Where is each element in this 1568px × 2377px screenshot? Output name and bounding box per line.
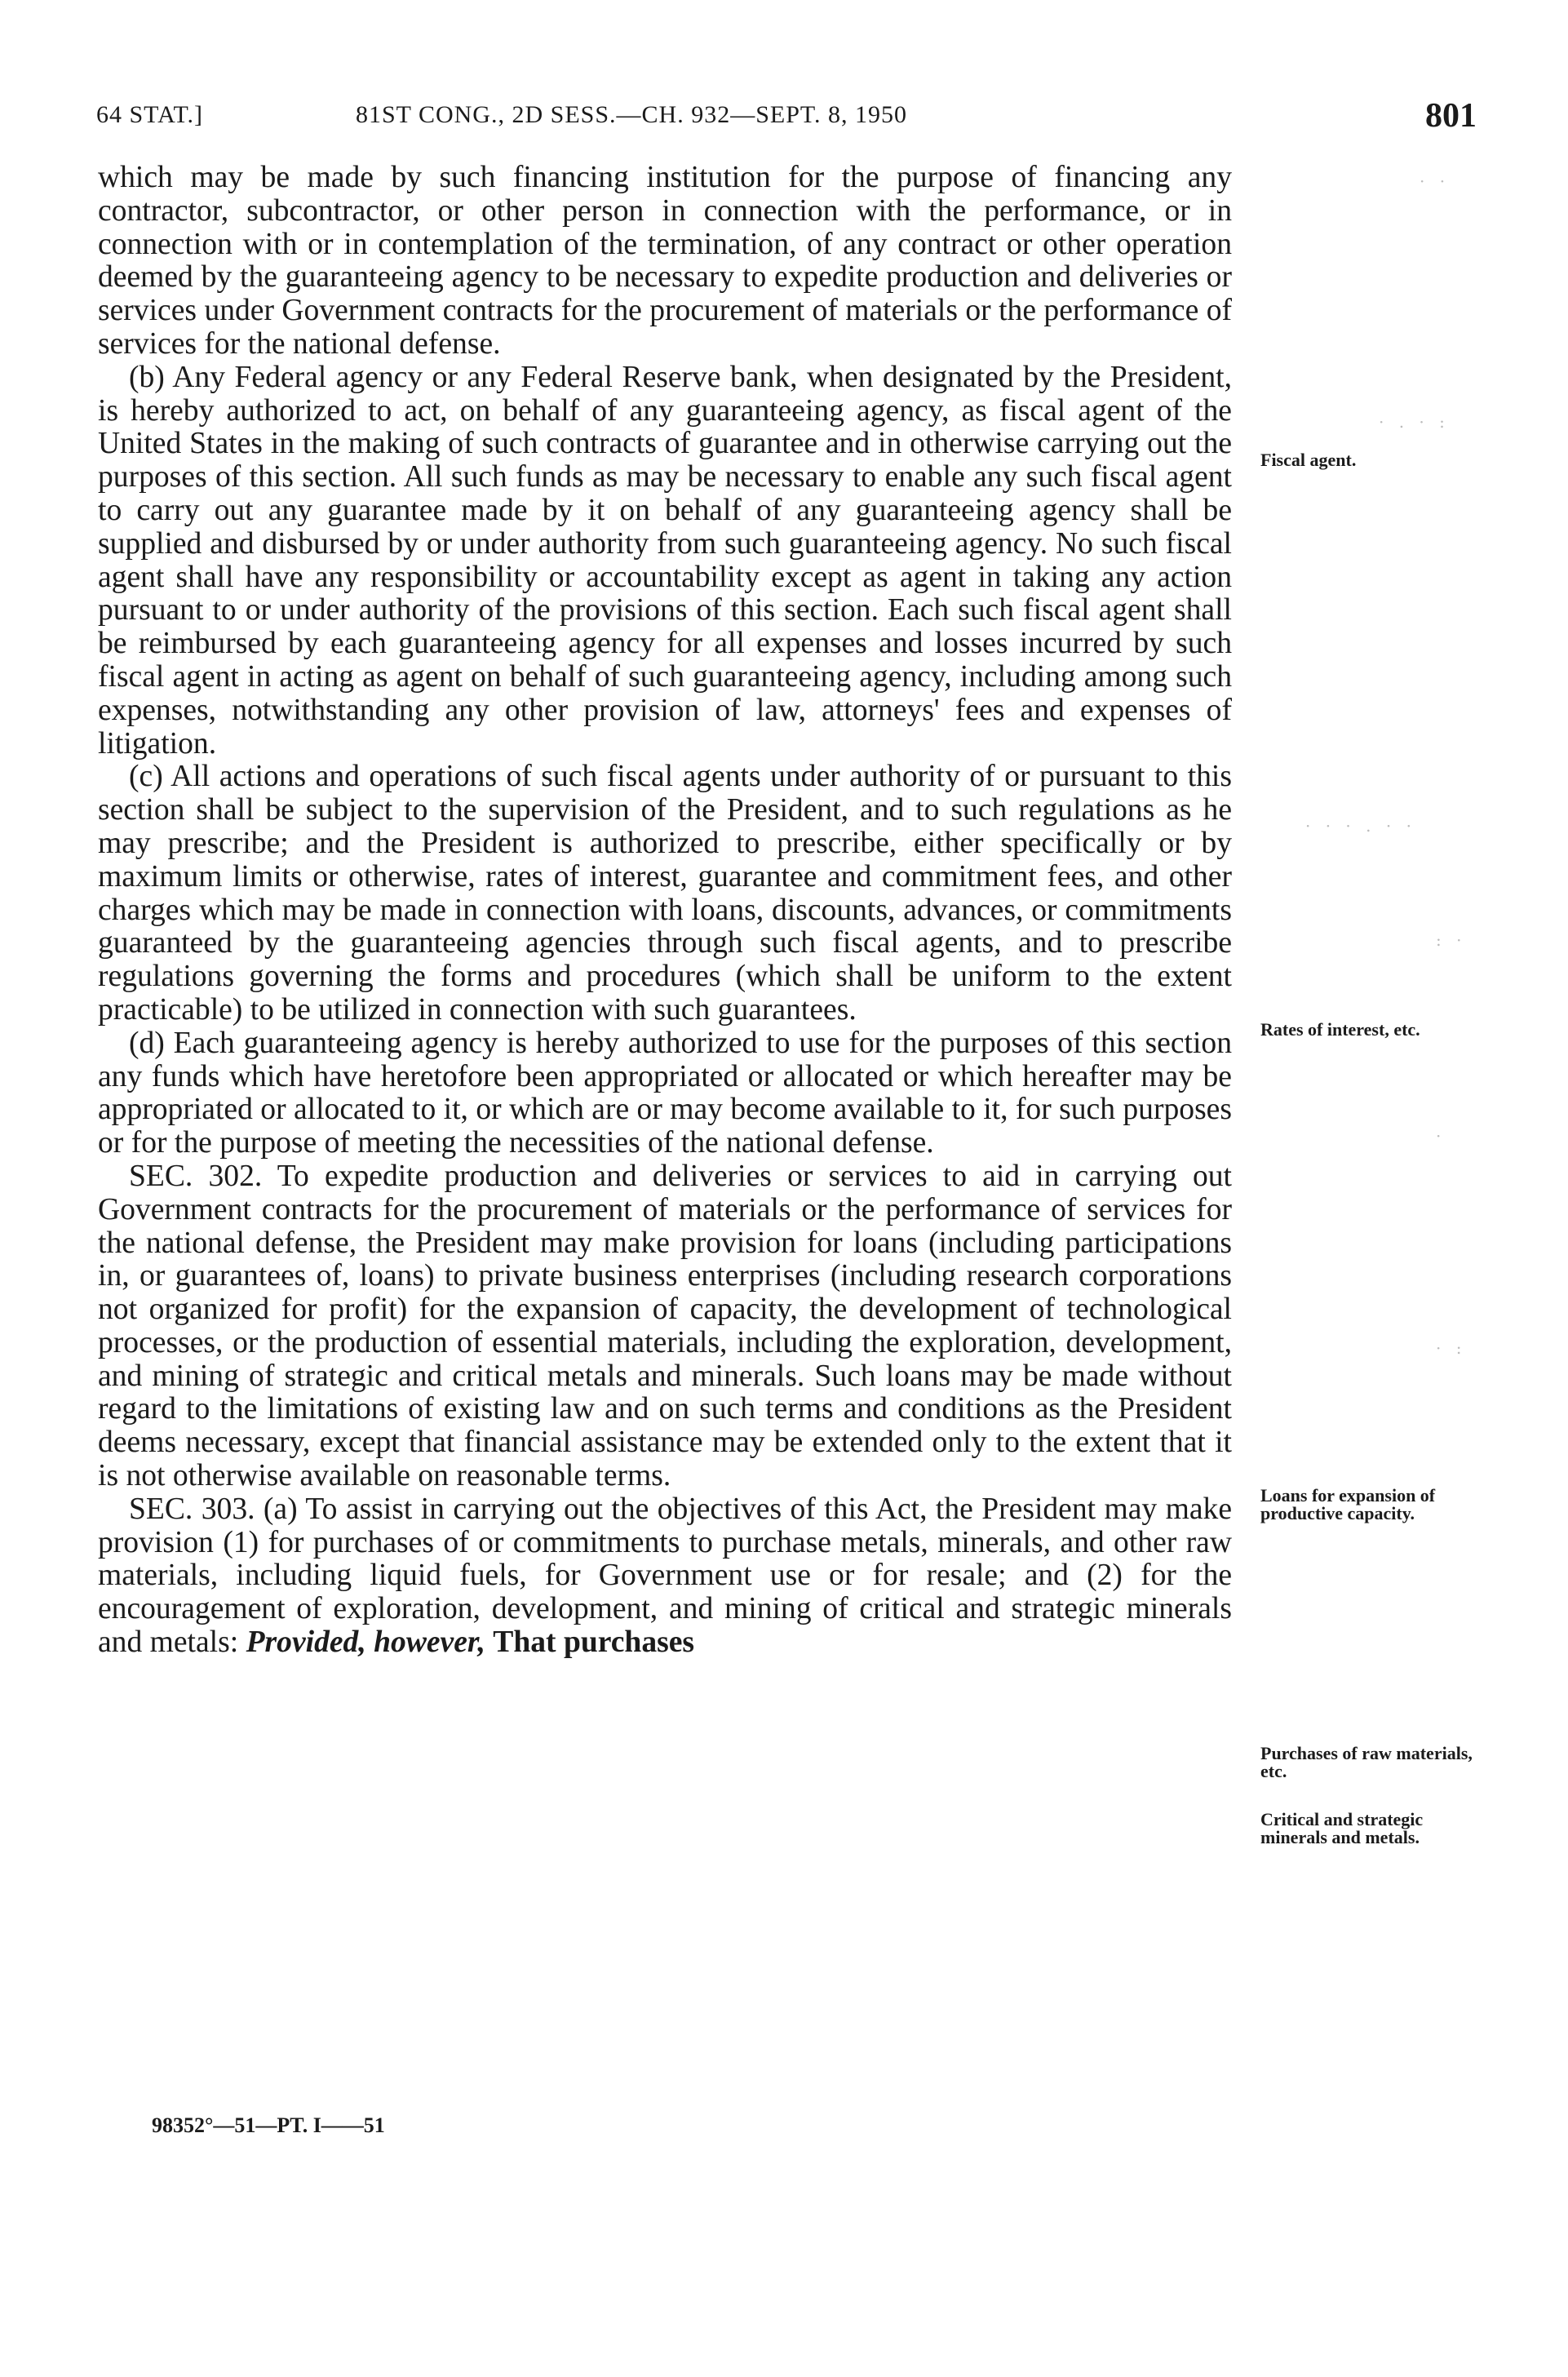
paragraph-subsection-c: (c) All actions and operations of such fiscal agents under authority of or pursuant to this section shall be subject to the supervision of the President, and to such regulations as he may prescribe; and the President is authorized to prescribe, either specifically or by maximum limits or otherwise, rates of interest, guarantee and commitment fees, and other charges which may be made in connection with loans, discounts, advances, or commitments guaranteed by the guaranteeing agencies through such fiscal agents, and to prescribe regulations governing the forms and procedures (which shall be uniform to the extent practicable) to be utilized in connection with such guarantees.: [98, 760, 1232, 1027]
scan-speck: · :: [1436, 1338, 1467, 1358]
section-303-end: That purchases: [493, 1625, 695, 1660]
scan-speck: : ·: [1436, 930, 1467, 950]
section-label: SEC.: [129, 1492, 193, 1526]
scan-speck: ·: [1436, 1126, 1446, 1146]
print-code-footer: 98352°—51—PT. I——51: [152, 2113, 385, 2137]
section-label: SEC.: [129, 1159, 193, 1193]
margin-note-rates-of-interest: Rates of interest, etc.: [1260, 1019, 1420, 1040]
section-303-text: 303. (a) To assist in carrying out the objectives of this Act, the President may make provision (1) for purchases of or commitments to purchase metals, minerals, and other raw materials, including liquid fuels, for Government use or for resale; and (2) for the encouragement of exploration, development, and mining of critical and strategic minerals and metals:: [98, 1492, 1232, 1660]
section-302-text: 302. To expedite production and deliveries or services to aid in carrying out Government contracts for the procurement of materials or the performance of services for the national defense, the President may make provision for loans (including participations in, or guarantees of, loans) to private business enterprises (including research corporations not organized for profit) for the expansion of capacity, the development of technological processes, or the production of essential materials, including the exploration, development, and mining of strategic and critical metals and minerals. Such loans may be made without regard to the limitations of existing law and on such terms and conditions as the President deems necessary, except that financial assistance may be extended only to the extent that it is not otherwise available on reasonable terms.: [98, 1159, 1232, 1493]
main-text-column: [98, 162, 1232, 1660]
session-chapter-date: 81ST CONG., 2D SESS.—CH. 932—SEPT. 8, 1950: [356, 101, 907, 128]
scan-speck: · · · . · ·: [1305, 816, 1416, 836]
scan-speck: · . · :: [1379, 412, 1450, 432]
scan-speck: · ·: [1420, 171, 1451, 191]
margin-note-purchases-raw-materials: Purchases of raw materials, etc.: [1260, 1743, 1473, 1781]
paragraph-section-303: [98, 1493, 1232, 1660]
statute-volume: 64 STAT.]: [96, 101, 204, 128]
paragraph-subsection-d: (d) Each guaranteeing agency is hereby authorized to use for the purposes of this section any funds which have heretofore been appropriated or allocated or which hereafter may be appropriated or allocated to it, or which are or may become available to it, for such purposes or for the purpose of meeting the necessities of the national defense.: [98, 1026, 1232, 1160]
margin-note-fiscal-agent: Fiscal agent.: [1260, 450, 1357, 470]
paragraph-section-302: [98, 1160, 1232, 1493]
paragraph-continuation: which may be made by such financing institution for the purpose of financing any contractor, subcontractor, or other person in connection with the performance, or in connection with or in contemplation of the termination, of any contract or other operation deemed by the guaranteeing agency to be necessary to expedite production and deliveries or services under Government contracts for the procurement of materials or the performance of services for the national defense.: [98, 161, 1232, 361]
page-number: 801: [1425, 97, 1477, 135]
paragraph-subsection-b: (b) Any Federal agency or any Federal Reserve bank, when designated by the President, is hereby authorized to act, on behalf of any guaranteeing agency, as fiscal agent of the United States in the making of such contracts of guarantee and in otherwise carrying out the purposes of this section. All such funds as may be necessary to enable any such fiscal agent to carry out any guarantee made by it on behalf of any guaranteeing agency shall be supplied and disbursed by or under authority from such guaranteeing agency. No such fiscal agent shall have any responsibility or accountability except as agent in taking any action pursuant to or under authority of the provisions of this section. Each such fiscal agent shall be reimbursed by each guaranteeing agency for all expenses and losses incurred by such fiscal agent in acting as agent on behalf of such guaranteeing agency, including among such expenses, notwithstanding any other provision of law, attorneys' fees and expenses of litigation.: [98, 360, 1232, 761]
margin-note-loans-expansion: Loans for expansion of productive capacity.: [1260, 1485, 1436, 1523]
page-header: [96, 96, 1477, 145]
proviso-italic: Provided, however,: [246, 1625, 485, 1660]
margin-note-critical-minerals: Critical and strategic minerals and metals.: [1260, 1809, 1424, 1847]
